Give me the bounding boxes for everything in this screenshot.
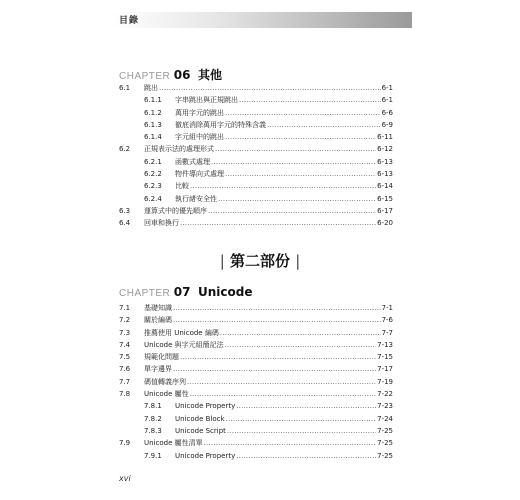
header-bar: [112, 12, 412, 28]
toc-entry-page: 7-6: [381, 316, 393, 325]
chapter-07-heading: [119, 285, 253, 299]
toc-entry-page: 7-13: [377, 340, 393, 349]
toc-entry-title: 比較: [175, 182, 189, 191]
toc-entry-leader: [239, 94, 381, 106]
toc-entry-leader: [190, 180, 376, 192]
toc-entry-title: 跳出: [144, 84, 158, 92]
toc-entry: [119, 363, 393, 375]
toc-entry-page: 7-22: [377, 390, 393, 399]
toc-entry: [119, 156, 393, 168]
toc-entry-page: 6-13: [377, 157, 393, 166]
toc-entry-leader: [180, 217, 376, 229]
toc-entry-leader: [218, 193, 376, 205]
toc-entry: [119, 119, 393, 131]
toc-entry-number: 6.2.1: [144, 157, 162, 166]
toc-entry-page: 6-13: [377, 170, 393, 179]
toc-entry: [119, 82, 393, 94]
toc-entry-leader: [236, 400, 376, 412]
toc-entry-number: 6.2: [119, 145, 131, 154]
toc-entry-number: 7.8.2: [144, 414, 162, 423]
toc-entry: [119, 94, 393, 106]
toc-entry: [119, 400, 393, 412]
toc-entry-number: 7.2: [119, 316, 131, 325]
toc-entry-title: 關於編碼: [144, 316, 172, 325]
part-divider-right: |: [295, 252, 301, 270]
toc-entry-leader: [173, 363, 376, 375]
toc-entry: [119, 131, 393, 143]
toc-entry-leader: [267, 119, 381, 131]
toc-entry-title: 字元組中的跳出: [175, 133, 224, 142]
toc-entry-number: 7.8.3: [144, 426, 162, 435]
toc-entry-number: 7.4: [119, 340, 131, 349]
toc-entry-number: 7.9.1: [144, 451, 162, 460]
toc-entry-title: 碼值轉義序列: [144, 377, 186, 386]
toc-entry-leader: [225, 107, 381, 119]
toc-entry-title: 萬用字元的跳出: [175, 108, 224, 117]
toc-entry: [119, 217, 393, 229]
toc-entry-page: 7-15: [377, 353, 393, 362]
toc-entry: [119, 180, 393, 192]
toc-entry-title: 執行緒安全性: [175, 194, 217, 203]
toc-entry: [119, 450, 393, 462]
toc-entry: [119, 425, 393, 437]
toc-entry-leader: [173, 302, 381, 314]
toc-entry-title: Unicode 屬性: [144, 390, 189, 399]
toc-entry: [119, 437, 393, 449]
toc-entry-number: 7.8: [119, 390, 131, 399]
toc-entry-title: 函數式處理: [175, 157, 210, 166]
toc-entry-title: Unicode Block: [175, 414, 225, 423]
toc-entry-leader: [180, 351, 376, 363]
chapter-number: 07: [173, 285, 191, 299]
toc-entry: [119, 376, 393, 388]
toc-entry-page: 7-17: [377, 365, 393, 374]
toc-entry-title: Unicode 屬性清單: [144, 439, 203, 448]
toc-entry-page: 6-14: [377, 182, 393, 191]
toc-entry-number: 6.2.2: [144, 170, 162, 179]
chapter-number: 06: [173, 68, 191, 82]
toc-entry-title: 運算式中的優先順序: [144, 206, 207, 215]
toc-entry-number: 7.9: [119, 439, 131, 448]
toc-entry-leader: [227, 425, 376, 437]
toc-entry-number: 6.4: [119, 219, 131, 228]
chapter-title: Unicode: [198, 285, 253, 299]
toc-entry-leader: [159, 82, 381, 94]
toc-entry-title: 基礎知識: [144, 304, 172, 312]
chapter-06-heading: [119, 66, 222, 83]
toc-entry-page: 7-19: [377, 377, 393, 386]
toc-entry-number: 7.6: [119, 365, 131, 374]
toc-entry-number: 7.5: [119, 353, 131, 362]
toc-entry-title: 推薦使用 Unicode 編碼: [144, 328, 219, 337]
toc-entry-page: 6-11: [377, 133, 393, 142]
toc-entry-page: 6-9: [381, 120, 393, 129]
toc-entry: [119, 107, 393, 119]
toc-entry-leader: [204, 437, 376, 449]
toc-chapter-06: [119, 82, 393, 230]
toc-entry: [119, 314, 393, 326]
toc-entry: [119, 327, 393, 339]
toc-entry-leader: [225, 168, 376, 180]
toc-entry-number: 6.1.2: [144, 108, 162, 117]
toc-entry: [119, 143, 393, 155]
toc-entry-title: 規範化問題: [144, 353, 179, 362]
toc-entry-page: 7-25: [377, 439, 393, 448]
toc-entry: [119, 302, 393, 314]
toc-entry-title: 回車和換行: [144, 219, 179, 228]
toc-entry-title: Unicode Property: [175, 402, 236, 411]
chapter-label: CHAPTER: [119, 71, 171, 82]
toc-entry: [119, 339, 393, 351]
toc-entry-number: 7.3: [119, 328, 131, 337]
toc-entry-leader: [225, 339, 376, 351]
toc-entry-page: 7-23: [377, 402, 393, 411]
toc-entry-page: 6-17: [377, 206, 393, 215]
part-title: 第二部份: [229, 252, 290, 270]
running-header-title: 目錄: [119, 16, 140, 26]
toc-entry-number: 6.1.3: [144, 120, 162, 129]
part-divider-left: |: [219, 252, 225, 270]
toc-entry-number: 7.7: [119, 377, 131, 386]
toc-entry-page: 6-6: [381, 108, 393, 117]
toc-entry-leader: [236, 450, 376, 462]
toc-entry-title: 物件導向式處理: [175, 170, 224, 179]
toc-entry-title: Unicode 與字元組簡記法: [144, 340, 224, 349]
toc-entry-title: 字串跳出與正規跳出: [175, 96, 238, 105]
toc-entry-title: 徹底消除萬用字元的特殊含義: [175, 120, 266, 129]
toc-entry-page: 6-1: [381, 84, 393, 92]
toc-entry: [119, 205, 393, 217]
toc-entry-leader: [220, 327, 381, 339]
toc-entry: [119, 413, 393, 425]
toc-entry-page: 7-24: [377, 414, 393, 423]
toc-entry-number: 6.3: [119, 206, 131, 215]
toc-entry-number: 6.1: [119, 84, 131, 92]
toc-entry-page: 6-12: [377, 145, 393, 154]
toc-entry: [119, 388, 393, 400]
page-number: xvi: [119, 474, 131, 483]
toc-entry-title: 單字邊界: [144, 365, 172, 374]
toc-entry-title: Unicode Script: [175, 426, 226, 435]
chapter-title: 其他: [198, 68, 223, 82]
toc-entry-page: 6-15: [377, 194, 393, 203]
toc-entry-page: 7-25: [377, 426, 393, 435]
toc-entry-leader: [211, 156, 376, 168]
toc-entry-number: 7.1: [119, 304, 131, 312]
toc-entry-title: 正規表示法的處理形式: [144, 145, 214, 154]
toc-entry-page: 7-1: [381, 304, 393, 312]
toc-entry-leader: [215, 143, 376, 155]
toc-entry: [119, 193, 393, 205]
toc-entry-page: 7-25: [377, 451, 393, 460]
toc-entry-number: 6.2.4: [144, 194, 162, 203]
part-heading: [0, 250, 520, 271]
toc-entry: [119, 168, 393, 180]
toc-entry-leader: [226, 413, 377, 425]
toc-entry-leader: [208, 205, 376, 217]
toc-entry-page: 6-1: [381, 96, 393, 105]
toc-entry-page: 6-20: [377, 219, 393, 228]
toc-entry-number: 6.1.4: [144, 133, 162, 142]
toc-entry-number: 7.8.1: [144, 402, 162, 411]
toc-entry-number: 6.1.1: [144, 96, 162, 105]
chapter-label: CHAPTER: [119, 288, 171, 299]
toc-chapter-07: [119, 302, 393, 462]
toc-entry-page: 7-7: [381, 328, 393, 337]
toc-entry-number: 6.2.3: [144, 182, 162, 191]
toc-entry-leader: [225, 131, 376, 143]
toc-entry: [119, 351, 393, 363]
toc-entry-title: Unicode Property: [175, 451, 236, 460]
toc-entry-leader: [187, 376, 376, 388]
toc-entry-leader: [173, 314, 381, 326]
toc-entry-leader: [190, 388, 376, 400]
